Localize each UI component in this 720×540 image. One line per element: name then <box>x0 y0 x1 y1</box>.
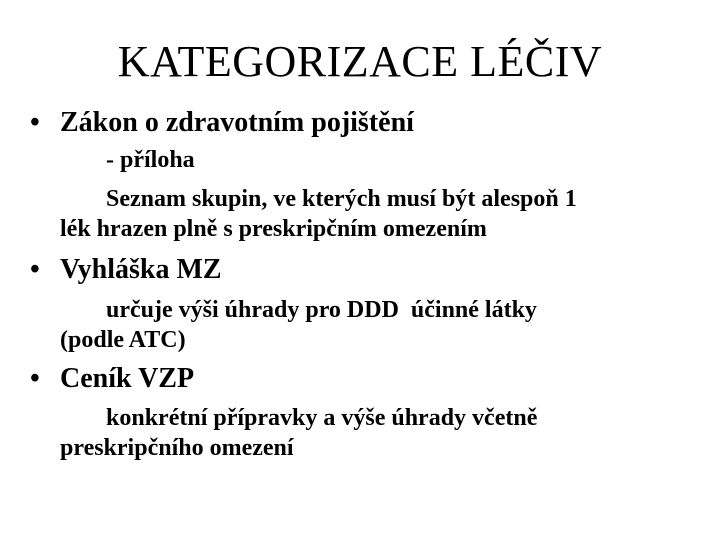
sub-line: preskripčního omezení <box>60 435 294 461</box>
bullet-dot: • <box>30 254 40 285</box>
bullet-cenik <box>30 362 194 396</box>
bullet-heading: Vyhláška MZ <box>60 254 222 285</box>
bullet-zakon <box>30 106 414 140</box>
sub-line: určuje výši úhrady pro DDD účinné látky <box>106 297 537 323</box>
bullet-dot: • <box>30 363 40 394</box>
sub-line: konkrétní přípravky a výše úhrady včetně <box>106 405 538 431</box>
sub-line: - příloha <box>106 147 195 173</box>
sub-line: lék hrazen plně s preskripčním omezením <box>60 216 487 242</box>
slide-title: KATEGORIZACE LÉČIV <box>117 37 603 86</box>
bullet-heading: Ceník VZP <box>60 363 195 394</box>
bullet-vyhlaska <box>30 253 222 287</box>
sub-line: Seznam skupin, ve kterých musí být alespoň 1 <box>106 186 577 212</box>
bullet-dot: • <box>30 107 40 138</box>
bullet-heading: Zákon o zdravotním pojištění <box>60 107 414 138</box>
sub-line: (podle ATC) <box>60 327 186 353</box>
